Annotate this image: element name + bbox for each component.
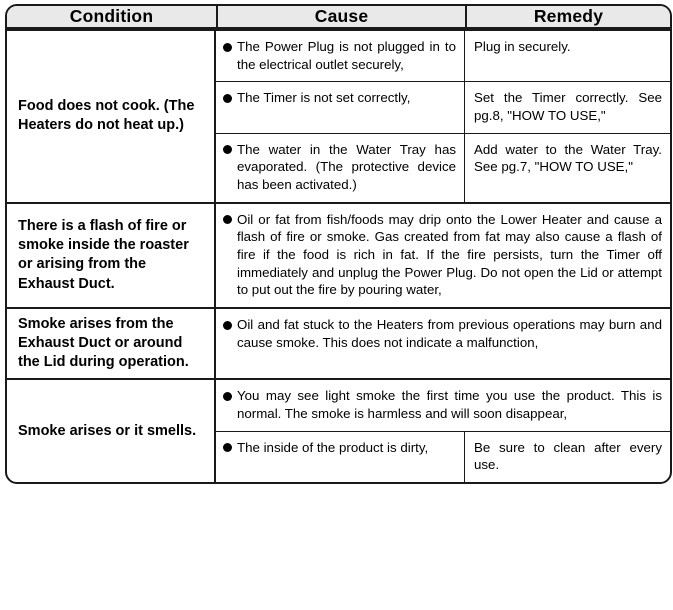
troubleshooting-table [5, 4, 672, 484]
remedy-cell [465, 81, 670, 132]
cause-cell [216, 202, 670, 307]
remedy-text: Add water to the Water Tray. See pg.7, "HOW TO USE," [474, 141, 662, 175]
column-header-cause: Cause [216, 6, 465, 29]
cause-text: You may see light smoke the first time you use the product. This is normal. The smoke is harmless and will soon disappear, [222, 387, 662, 422]
cause-text: Oil or fat from fish/foods may drip onto the Lower Heater and cause a flash of fire or smoke. Gas created from fat may also cause a flash of fire if the food is rich in fat. If the fire persists, turn the Timer off immediately and unplug the Power Plug. Do not open the Lid or attempt to put out the fire by pouring water, [222, 211, 662, 299]
table-header [7, 6, 670, 29]
remedy-cell [465, 431, 670, 482]
remedy-text: Set the Timer correctly. See pg.8, "HOW TO USE," [474, 90, 662, 124]
table-row [7, 307, 670, 378]
condition-cell: Food does not cook. (The Heaters do not heat up.) [7, 29, 216, 202]
cause-text: The Timer is not set correctly, [222, 89, 456, 107]
cause-cell [216, 431, 465, 482]
column-header-condition: Condition [7, 6, 216, 29]
cause-cell [216, 29, 465, 81]
table-body [7, 29, 670, 482]
remedy-text: Be sure to clean after every use. [474, 439, 662, 473]
remedy-text: Plug in securely. [474, 39, 571, 54]
condition-cell: Smoke arises from the Exhaust Duct or around the Lid during operation. [7, 307, 216, 378]
condition-cell: Smoke arises or it smells. [7, 378, 216, 482]
table-row [7, 202, 670, 307]
column-header-remedy: Remedy [465, 6, 670, 29]
table-row [7, 378, 670, 430]
table-row [7, 29, 670, 81]
cause-cell [216, 378, 670, 430]
cause-cell [216, 307, 670, 378]
remedy-cell [465, 29, 670, 81]
cause-text: Oil and fat stuck to the Heaters from previous operations may burn and cause smoke. This does not indicate a malfunction, [222, 316, 662, 351]
remedy-cell [465, 133, 670, 202]
cause-cell [216, 133, 465, 202]
cause-cell [216, 81, 465, 132]
header-row [7, 6, 670, 29]
cause-text: The water in the Water Tray has evaporated. (The protective device has been activated.) [222, 141, 456, 194]
condition-cell: There is a flash of fire or smoke inside the roaster or arising from the Exhaust Duct. [7, 202, 216, 307]
cause-text: The inside of the product is dirty, [222, 439, 456, 457]
cause-text: The Power Plug is not plugged in to the electrical outlet securely, [222, 38, 456, 73]
